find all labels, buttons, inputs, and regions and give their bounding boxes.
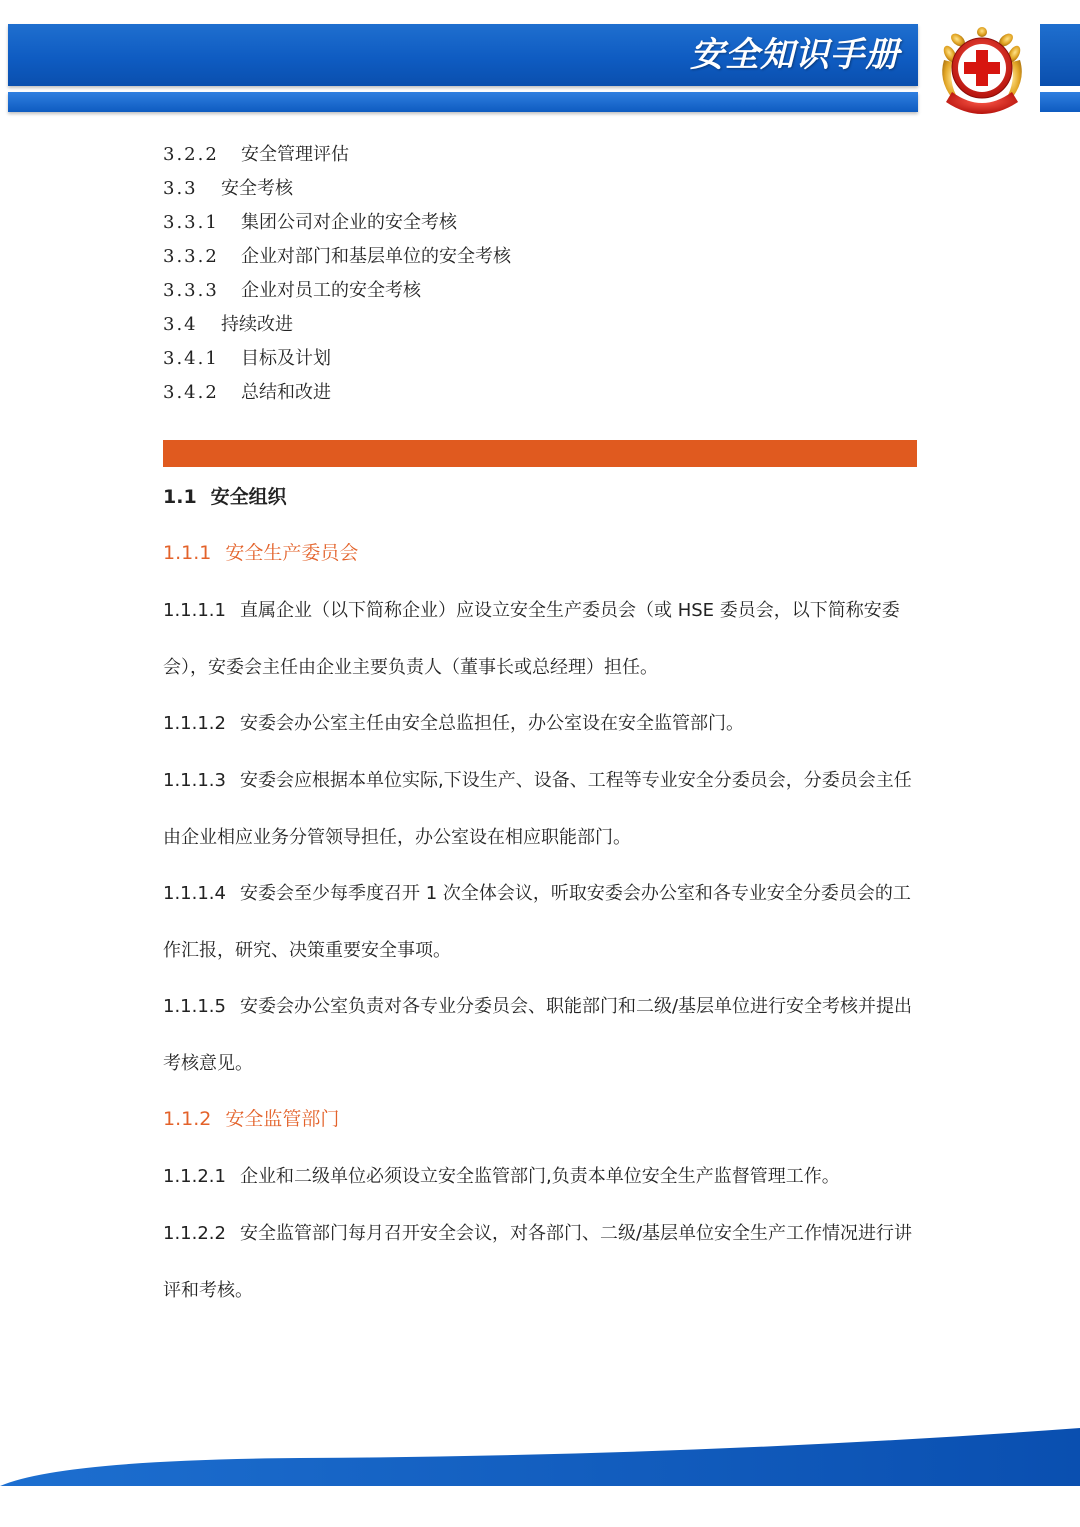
- toc-item-number: 3.4.2: [163, 382, 219, 403]
- toc-item-label: 目标及计划: [241, 348, 331, 369]
- paragraph: [163, 582, 921, 696]
- paragraph-number: 1.1.1.2: [163, 713, 226, 734]
- toc-item[interactable]: [163, 308, 923, 342]
- toc-item-number: 3.3: [163, 178, 198, 199]
- section-heading: [163, 480, 287, 514]
- toc-item-label: 持续改进: [221, 314, 293, 335]
- paragraph: [163, 865, 921, 979]
- header-sub-band: [8, 92, 918, 112]
- toc-item[interactable]: [163, 274, 923, 308]
- header-right-band: [1040, 24, 1080, 86]
- toc-item-number: 3.4.1: [163, 348, 219, 369]
- toc-item-number: 3.3.1: [163, 212, 219, 233]
- toc-item-label: 安全考核: [221, 178, 293, 199]
- toc-item-number: 3.3.3: [163, 280, 219, 301]
- toc-item[interactable]: [163, 240, 923, 274]
- toc-item-number: 3.3.2: [163, 246, 219, 267]
- paragraph-number: 1.1.1.5: [163, 996, 226, 1017]
- header-right-sub-band: [1040, 92, 1080, 112]
- paragraph-text: 安委会办公室主任由安全总监担任，办公室设在安全监管部门。: [239, 713, 744, 734]
- subsection-number: 1.1.2: [163, 1108, 212, 1130]
- paragraph-number: 1.1.1.1: [163, 600, 226, 621]
- paragraph-text: 企业和二级单位必须设立安全监管部门,负责本单位安全生产监督管理工作。: [239, 1166, 840, 1187]
- paragraph-text: 安委会应根据本单位实际,下设生产、设备、工程等专业安全分委员会，分委员会主任由企业相应业务分管领导担任，办公室设在相应职能部门。: [163, 770, 912, 848]
- paragraph: [163, 695, 921, 752]
- toc-item-label: 企业对员工的安全考核: [241, 280, 421, 301]
- paragraph-text: 安全监管部门每月召开安全会议，对各部门、二级/基层单位安全生产工作情况进行讲评和考核。: [163, 1223, 913, 1301]
- paragraph-number: 1.1.2.1: [163, 1166, 226, 1187]
- paragraph-text: 直属企业（以下简称企业）应设立安全生产委员会（或 HSE 委员会，以下简称安委会），安委会主任由企业主要负责人（董事长或总经理）担任。: [163, 600, 900, 678]
- paragraph-number: 1.1.1.3: [163, 770, 226, 791]
- section-number: 1.1: [163, 486, 197, 508]
- paragraph-text: 安委会至少每季度召开 1 次全体会议，听取安委会办公室和各专业安全分委员会的工作汇报，研究、决策重要安全事项。: [163, 883, 911, 961]
- subsection-number: 1.1.1: [163, 542, 212, 564]
- toc-item[interactable]: [163, 172, 923, 206]
- toc-item-label: 安全管理评估: [241, 144, 349, 165]
- subsection-heading: [163, 1102, 339, 1136]
- paragraph: [163, 752, 921, 866]
- section-title: 安全组织: [210, 486, 287, 508]
- paragraph: [163, 1148, 921, 1205]
- subsection-title: 安全监管部门: [225, 1108, 340, 1130]
- safety-cross-emblem-icon: [930, 20, 1034, 120]
- toc-item-label: 集团公司对企业的安全考核: [241, 212, 457, 233]
- toc-item[interactable]: [163, 138, 923, 172]
- paragraph-number: 1.1.2.2: [163, 1223, 226, 1244]
- subsection-heading: [163, 536, 358, 570]
- toc-item[interactable]: [163, 342, 923, 376]
- section-divider-bar: [163, 440, 917, 467]
- footer-wave-decoration: [0, 1400, 1080, 1500]
- toc-item[interactable]: [163, 206, 923, 240]
- paragraph: [163, 978, 921, 1092]
- toc-item-label: 企业对部门和基层单位的安全考核: [241, 246, 511, 267]
- toc-item[interactable]: [163, 376, 923, 410]
- toc-item-label: 总结和改进: [241, 382, 331, 403]
- subsection-title: 安全生产委员会: [225, 542, 359, 564]
- paragraph-number: 1.1.1.4: [163, 883, 226, 904]
- table-of-contents: [163, 138, 923, 410]
- paragraph: [163, 1205, 921, 1319]
- toc-item-number: 3.2.2: [163, 144, 219, 165]
- toc-item-number: 3.4: [163, 314, 198, 335]
- header-title: 安全知识手册: [690, 35, 900, 75]
- paragraph-text: 安委会办公室负责对各专业分委员会、职能部门和二级/基层单位进行安全考核并提出考核意见。: [163, 996, 913, 1074]
